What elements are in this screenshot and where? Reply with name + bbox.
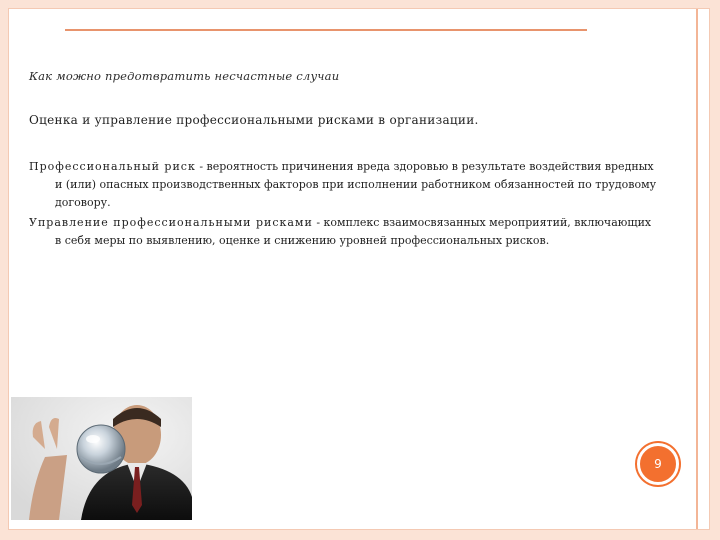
paragraph-professional-risk <box>29 158 659 212</box>
definition-risk-management: - комплекс взаимосвязанных мероприятий, включающих в себя меры по выявлению, оценке и снижению уровней профессиональных рисков. <box>55 216 652 247</box>
term-risk-management: Управление профессиональными рисками <box>29 216 313 229</box>
slide-heading: Как можно предотвратить несчастные случаи <box>29 69 340 83</box>
paragraph-risk-management <box>29 214 659 250</box>
definition-professional-risk: - вероятность причинения вреда здоровью в результате воздействия вредных и (или) опасных производственных факторов при исполнении работником обязанностей по трудовому договору. <box>55 160 657 209</box>
right-border-rule <box>696 9 698 529</box>
page-number-badge: 9 <box>637 443 679 485</box>
man-holding-crystal-ball-photo <box>11 397 192 520</box>
term-professional-risk: Профессиональный риск <box>29 160 196 173</box>
title-underline <box>65 29 587 31</box>
slide-subheading: Оценка и управление профессиональными рисками в организации. <box>29 113 479 127</box>
